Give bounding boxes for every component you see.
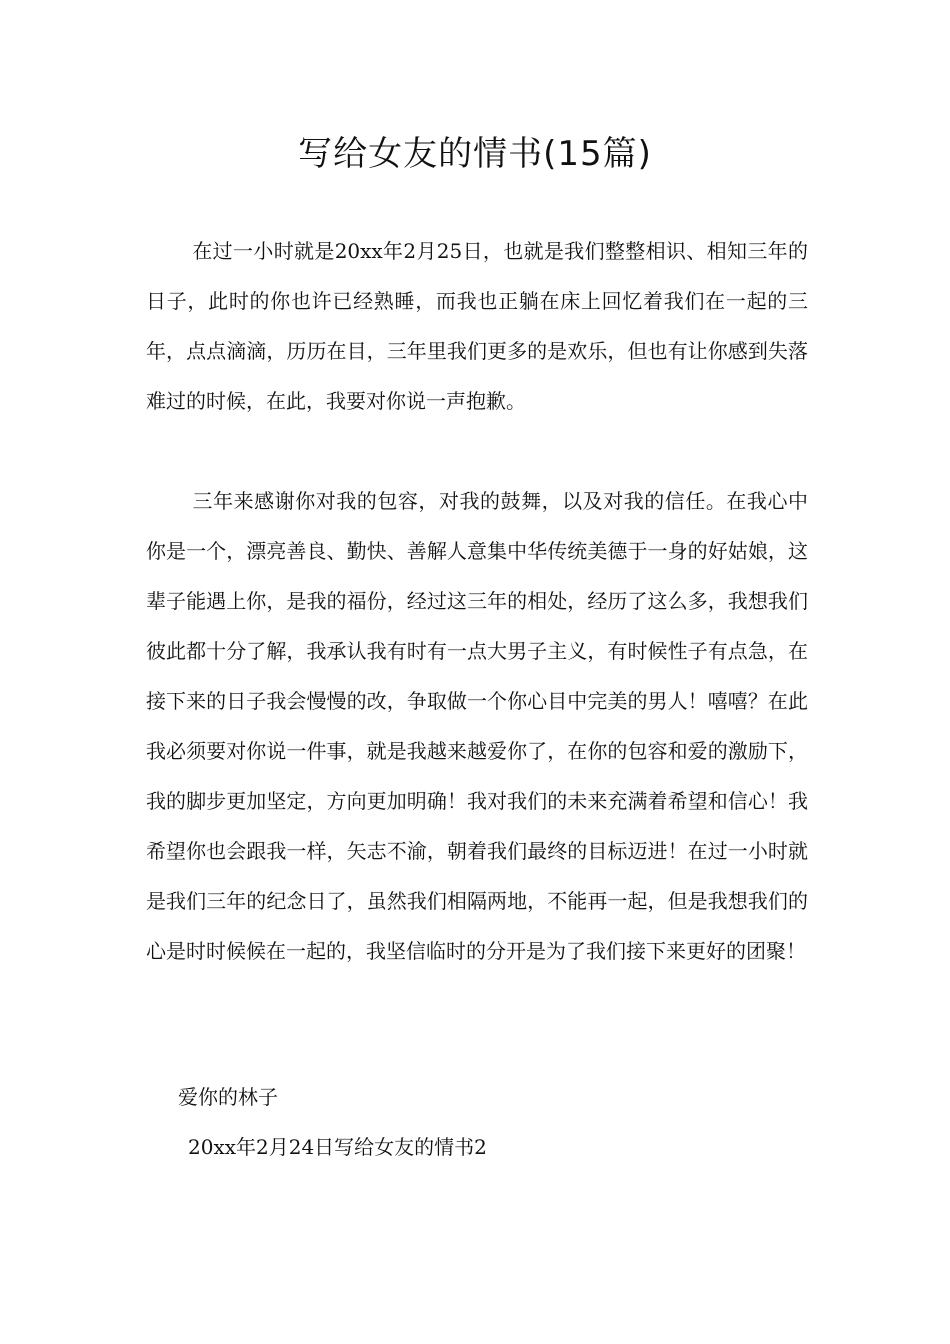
- paragraph-1: [146, 226, 808, 426]
- paragraph-1-text: 在过一小时就是20xx年2月25日，也就是我们整整相识、相知三年的日子，此时的你也许已经熟睡，而我也正躺在床上回忆着我们在一起的三年，点点滴滴，历历在目，三年里我们更多的是欢乐，但也有让你感到失落难过的时候，在此，我要对你说一声抱歉。: [146, 239, 808, 413]
- dateline: 20xx年2月24日写给女友的情书2: [188, 1135, 487, 1159]
- paragraph-2-text: 三年来感谢你对我的包容，对我的鼓舞，以及对我的信任。在我心中你是一个，漂亮善良、勤快、善解人意集中华传统美德于一身的好姑娘，这辈子能遇上你，是我的福份，经过这三年的相处，经历了这么多，我想我们彼此都十分了解，我承认我有时有一点大男子主义，有时候性子有点急，在接下来的日子我会慢慢的改，争取做一个你心目中完美的男人！嘻嘻？在此我必须要对你说一件事，就是我越来越爱你了，在你的包容和爱的激励下，我的脚步更加坚定，方向更加明确！我对我们的未来充满着希望和信心！我希望你也会跟我一样，矢志不渝，朝着我们最终的目标迈进！在过一小时就是我们三年的纪念日了，虽然我们相隔两地，不能再一起，但是我想我们的心是时时候候在一起的，我坚信临时的分开是为了我们接下来更好的团聚！: [146, 489, 808, 963]
- document-title: 写给女友的情书(15篇): [298, 134, 652, 174]
- signature: 爱你的林子: [178, 1085, 278, 1109]
- paragraph-2: [146, 476, 808, 976]
